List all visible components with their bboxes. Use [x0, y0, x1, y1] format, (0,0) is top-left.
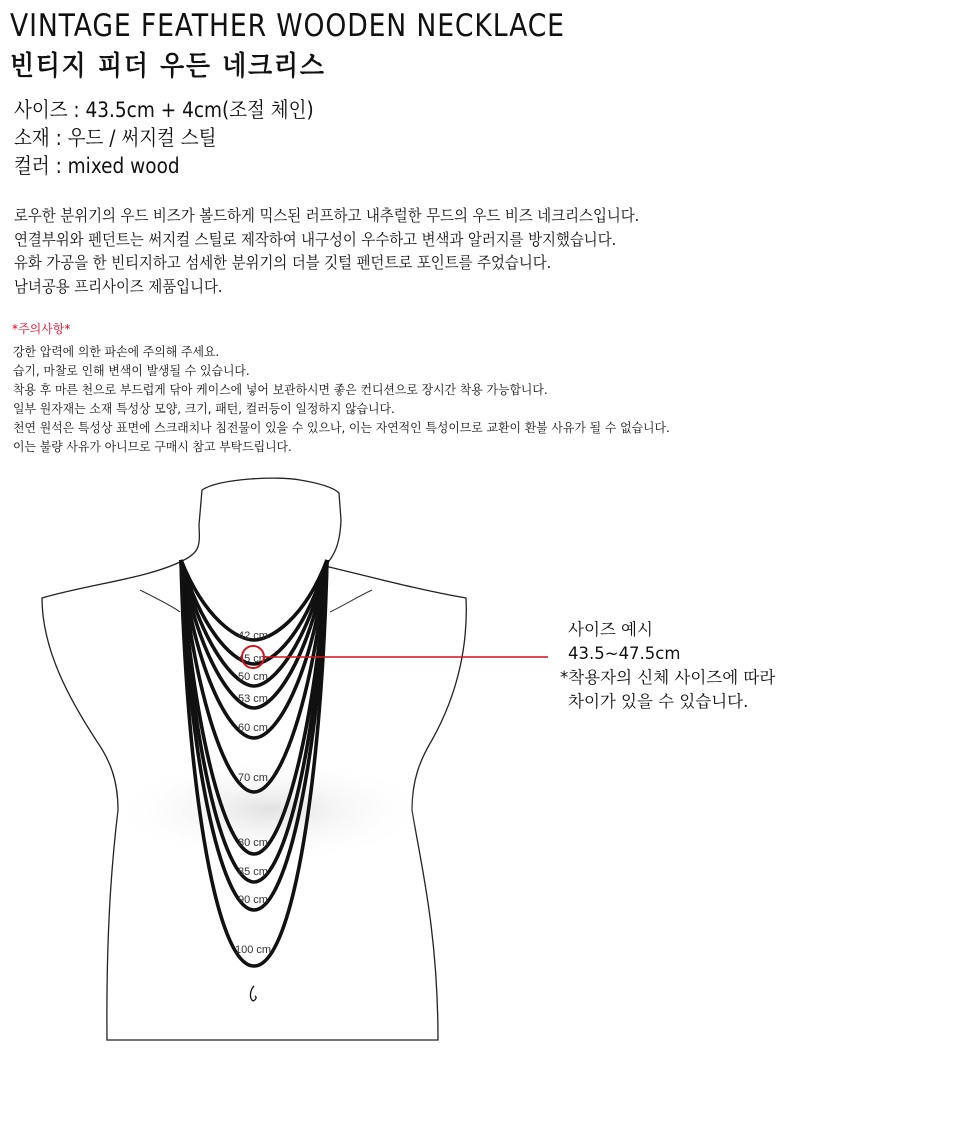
size-note-title: 사이즈 예시: [568, 620, 653, 639]
size-note-disclaimer: *착용자의 신체 사이즈에 따라: [560, 668, 776, 687]
collarbone-left: [140, 590, 180, 612]
description-line: 연결부위와 펜던트는 써지컬 스틸로 제작하여 내구성이 우수하고 변색과 알러지를 방지했습니다.: [14, 229, 617, 249]
caution-title: *주의사항*: [12, 322, 71, 336]
length-label-50: 50 cm: [238, 671, 268, 683]
length-label-45: 45 cm: [238, 653, 268, 665]
caution-line: 천연 원석은 특성상 표면에 스크래치나 침전물이 있을 수 있으나, 이는 자연적인 특성이므로 교환이 환불 사유가 될 수 없습니다.: [13, 420, 670, 435]
description-line: 유화 가공을 한 빈티지하고 섬세한 분위기의 더블 깃털 펜던트로 포인트를 주었습니다.: [14, 253, 552, 272]
title-english: VINTAGE FEATHER WOODEN NECKLACE: [10, 8, 565, 44]
size-note-range: 43.5~47.5cm: [568, 644, 681, 663]
caution-line: 습기, 마찰로 인해 변색이 발생될 수 있습니다.: [13, 363, 250, 378]
loop-60cm: [181, 560, 327, 738]
length-label-80: 80 cm: [238, 837, 268, 849]
caution-line: 이는 불량 사유가 아니므로 구매시 참고 부탁드립니다.: [13, 439, 292, 454]
spec-color: 컬러 : mixed wood: [14, 154, 180, 178]
collarbone-right: [330, 590, 372, 612]
description-line: 로우한 분위기의 우드 비즈가 볼드하게 믹스된 러프하고 내추럴한 무드의 우드 비즈 네크리스입니다.: [14, 206, 640, 225]
length-label-70: 70 cm: [238, 772, 268, 784]
bust-shading: [110, 755, 430, 865]
title-korean: 빈티지 피더 우든 네크리스: [10, 51, 326, 82]
length-label-53: 53 cm: [238, 693, 268, 705]
clasp-hook: [250, 986, 256, 1001]
caution-line: 일부 원자재는 소재 특성상 모양, 크기, 패턴, 컬러등이 일정하지 않습니다.: [13, 401, 395, 416]
length-label-60: 60 cm: [238, 722, 268, 734]
spec-material: 소재 : 우드 / 써지컬 스틸: [14, 126, 217, 150]
description-line: 남녀공용 프리사이즈 제품입니다.: [14, 276, 223, 296]
length-label-85: 85 cm: [238, 866, 268, 878]
spec-size: 사이즈 : 43.5cm + 4cm(조절 체인): [14, 98, 314, 122]
size-note-disclaimer-2: 차이가 있을 수 있습니다.: [568, 692, 749, 711]
product-description: [14, 204, 709, 298]
size-example-note: [560, 618, 775, 714]
spec-list: [14, 96, 355, 180]
length-label-100: 100 cm: [234, 944, 272, 956]
caution-line: 착용 후 마른 천으로 부드럽게 닦아 케이스에 넣어 보관하시면 좋은 컨디션으로 장시간 착용 가능합니다.: [13, 382, 548, 397]
length-label-90: 90 cm: [238, 894, 268, 906]
caution-line: 강한 압력에 의한 파손에 주의해 주세요.: [13, 344, 220, 359]
caution-list: [13, 342, 704, 456]
loop-45cm: [181, 560, 327, 664]
size-guide-illustration: [0, 470, 960, 1070]
length-label-42: 42 cm: [238, 630, 268, 642]
